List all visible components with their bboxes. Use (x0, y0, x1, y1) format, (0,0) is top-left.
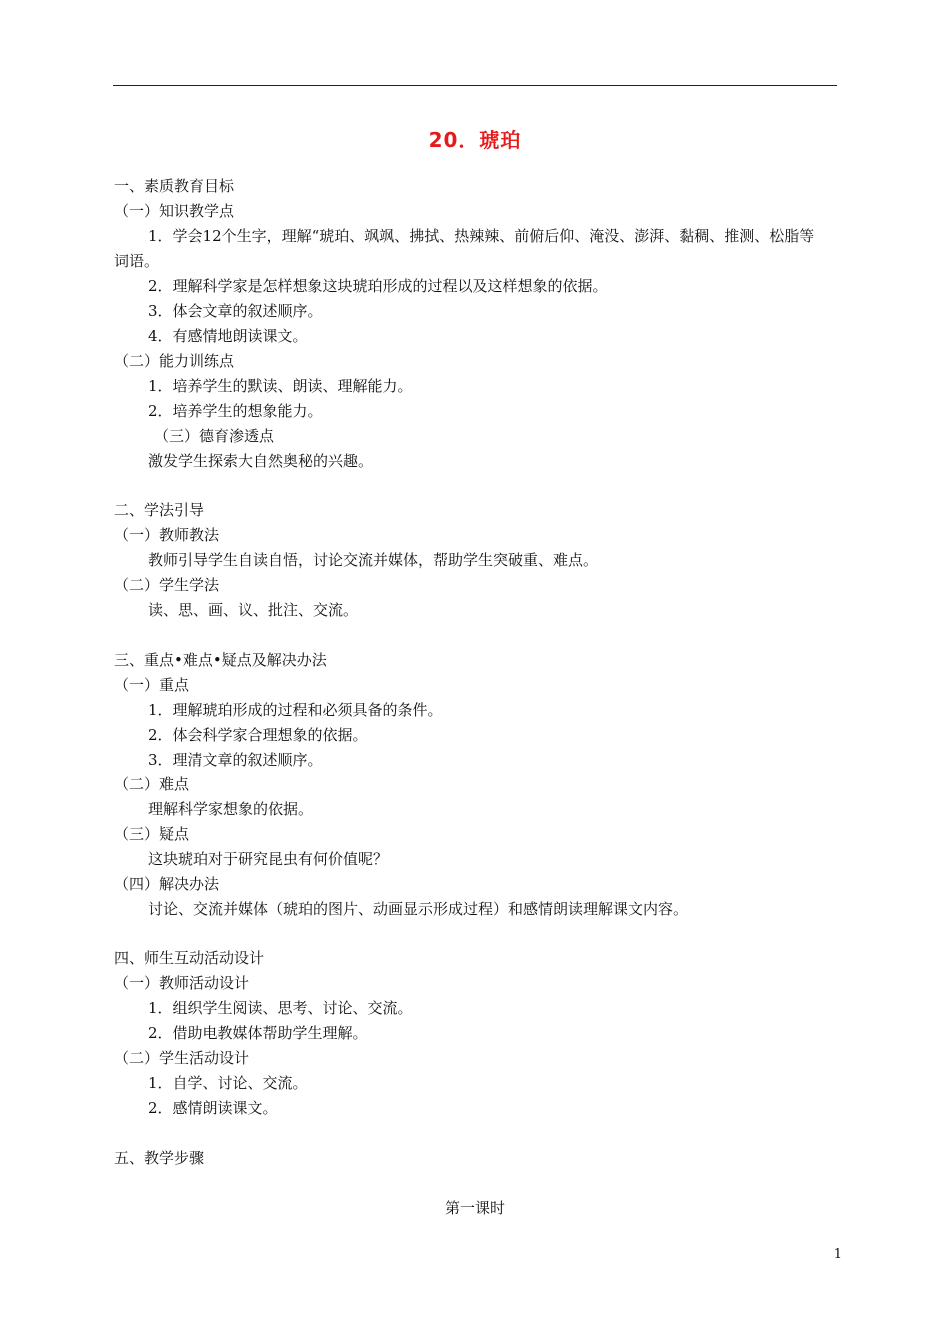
paragraph: 激发学生探索大自然奥秘的兴趣。 (148, 452, 374, 470)
subsection-heading: （一）知识教学点 (114, 202, 235, 220)
page-title: 20．琥珀 (428, 128, 522, 152)
paragraph: 教师引导学生自读自悟，讨论交流并媒体，帮助学生突破重、难点。 (148, 551, 599, 569)
list-item: 1．自学、讨论、交流。 (148, 1074, 308, 1092)
list-item: 3．理清文章的叙述顺序。 (148, 751, 323, 769)
section-heading-1: 一、素质教育目标 (114, 177, 235, 195)
subsection-heading: （二）学生活动设计 (114, 1049, 250, 1067)
list-item: 3．体会文章的叙述顺序。 (148, 302, 323, 320)
subsection-heading: （一）重点 (114, 676, 190, 694)
subsection-heading: （二）能力训练点 (114, 352, 235, 370)
lesson-heading: 第一课时 (444, 1199, 505, 1217)
section-heading-5: 五、教学步骤 (114, 1149, 205, 1167)
header-rule (113, 85, 837, 86)
list-item: 4．有感情地朗读课文。 (148, 327, 308, 345)
page-number: 1 (833, 1247, 842, 1262)
list-item: 1．培养学生的默读、朗读、理解能力。 (148, 377, 413, 395)
subsection-heading: （一）教师教法 (114, 526, 220, 544)
list-item: 2．理解科学家是怎样想象这块琥珀形成的过程以及这样想象的依据。 (148, 277, 608, 295)
section-heading-4: 四、师生互动活动设计 (114, 949, 265, 967)
subsection-heading: （一）教师活动设计 (114, 974, 250, 992)
subsection-heading: （三）德育渗透点 (154, 427, 275, 445)
section-heading-3: 三、重点•难点•疑点及解决办法 (114, 651, 327, 669)
list-item: 1．理解琥珀形成的过程和必须具备的条件。 (148, 701, 443, 719)
list-item: 2．体会科学家合理想象的依据。 (148, 726, 368, 744)
subsection-heading: （二）难点 (114, 775, 190, 793)
subsection-heading: （三）疑点 (114, 825, 190, 843)
list-item: 2．感情朗读课文。 (148, 1099, 278, 1117)
list-item: 2．借助电教媒体帮助学生理解。 (148, 1024, 368, 1042)
paragraph: 理解科学家想象的依据。 (148, 800, 314, 818)
list-item: 2．培养学生的想象能力。 (148, 402, 323, 420)
list-item-continued: 词语。 (114, 252, 160, 270)
paragraph: 这块琥珀对于研究昆虫有何价值呢？ (148, 850, 389, 868)
subsection-heading: （二）学生学法 (114, 576, 220, 594)
list-item: 1．学会12个生字，理解“琥珀、飒飒、拂拭、热辣辣、前俯后仰、淹没、澎湃、黏稠、推测、松脂等 (148, 227, 815, 245)
list-item: 1．组织学生阅读、思考、讨论、交流。 (148, 999, 413, 1017)
paragraph: 讨论、交流并媒体（琥珀的图片、动画显示形成过程）和感情朗读理解课文内容。 (148, 900, 689, 918)
paragraph: 读、思、画、议、批注、交流。 (148, 601, 359, 619)
subsection-heading: （四）解决办法 (114, 875, 220, 893)
section-heading-2: 二、学法引导 (114, 501, 205, 519)
